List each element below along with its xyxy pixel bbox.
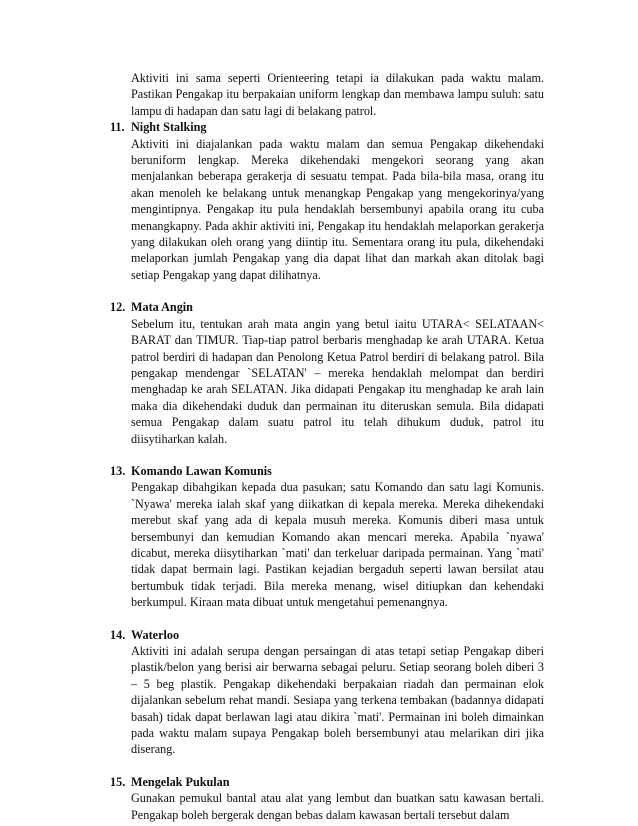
intro-paragraph: Aktiviti ini sama seperti Orienteering tetapi ia dilakukan pada waktu malam. Pastikan Pengakap itu berpakaian uniform lengkap dan membawa lampu suluh: satu lampu di hadapan dan satu lagi di belakang patrol. [131, 71, 544, 118]
item-title: Waterloo [131, 627, 180, 642]
item-number: 11. [110, 120, 125, 135]
item-body: Aktiviti ini adalah serupa dengan persaingan di atas tetapi setiap Pengakap diberi plastik/belon yang berisi air berwarna sebagai peluru. Setiap seorang boleh diberi 3 – 5 beg plastik. Pengakap dikehendaki berpakaian riadah dan permainan elok dijalankan sebelum rehat mandi. Sesiapa yang terkena tembakan (badannya didapati basah) tidak dapat berlawan lagi atau dikira `mati'. Permainan ini boleh dimainkan pada waktu malam supaya Pengakap boleh bersembunyi atau melarikan diri jika diserang. [131, 644, 544, 757]
item-number: 12. [110, 300, 126, 315]
item-title: Komando Lawan Komunis [131, 463, 272, 478]
item-number: 14. [110, 627, 126, 642]
list-item-12 [110, 299, 544, 447]
list-item-14 [110, 627, 544, 758]
list-item-15 [110, 774, 544, 823]
item-body: Aktiviti ini diajalankan pada waktu malam dan semua Pengakap dikehendaki beruniform lengkap. Mereka dikehendaki mengekori seorang yang akan menjalankan beberapa gerakerja di sesuatu tempat. Pada bila-bila masa, orang itu akan menoleh ke belakang untuk menangkap Pengakap yang mengekorinya/yang mengintipnya. Pengakap itu pula hendaklah bersembunyi apabila orang itu cuba menangkapny. Pada akhir aktiviti ini, Pengakap itu hendaklah melaporkan gerakerja yang dilakukan oleh orang yang diintip itu. Sementara orang itu pula, dikehendaki melaporkan jumlah Pengakap yang dia dapat lihat dan markah akan ditolak bagi setiap Pengakap yang dapat dilihatnya. [131, 136, 544, 282]
item-body: Gunakan pemukul bantal atau alat yang lembut dan buatkan satu kawasan bertali. Pengakap boleh bergerak dengan bebas dalam kawasan bertali tersebut dalam [131, 791, 544, 822]
item-number: 15. [110, 774, 126, 789]
item-body: Sebelum itu, tentukan arah mata angin yang betul iaitu UTARA< SELATAAN< BARAT dan TIMUR. Tiap-tiap patrol berbaris menghadap ke arah UTARA. Ketua patrol berdiri di hadapan dan Penolong Ketua Patrol berdiri di belakang patrol. Bila pengakap mendengar `SELATAN' – mereka hendaklah melompat dan berdiri menghadap ke arah SELATAN. Jika didapati Pengakap itu menghadap ke arah lain maka dia dikehendaki duduk dan permainan itu diteruskan semula. Bila didapati semua Pengakap dalam suatu patrol itu telah dihukum duduk, patrol itu diisytiharkan kalah. [131, 316, 544, 446]
item-number: 13. [110, 463, 126, 478]
item-heading [110, 774, 544, 790]
list-item-13 [110, 463, 544, 611]
item-heading [110, 627, 544, 643]
item-heading [110, 463, 544, 479]
item-title: Mata Angin [131, 300, 193, 315]
item-body: Pengakap dibahgikan kepada dua pasukan; satu Komando dan satu lagi Komunis. `Nyawa' mereka ialah skaf yang diikatkan di kepala mereka. Mereka dihekendaki merebut skaf yang ada di kepala musuh mereka. Komunis diberi masa untuk bersembunyi dan kemudian Komando akan mencari mereka. Apabila `nyawa' dicabut, mereka diisytiharkan `mati' dan terkeluar daripada permainan. Yang `mati' tidak dapat bermain lagi. Pastikan kejadian bergaduh seperti lawan bersilat atau bertumbuk tidak terjadi. Bila mereka menang, wisel ditiupkan dan kehendaki berkumpul. Kiraan mata dibuat untuk mengetahui pemenangnya. [131, 480, 544, 610]
list-item-11 [110, 119, 544, 283]
page-content [110, 70, 544, 823]
item-heading [110, 299, 544, 315]
item-title: Mengelak Pukulan [131, 774, 230, 789]
item-heading [110, 119, 544, 135]
item-title: Night Stalking [131, 120, 207, 135]
